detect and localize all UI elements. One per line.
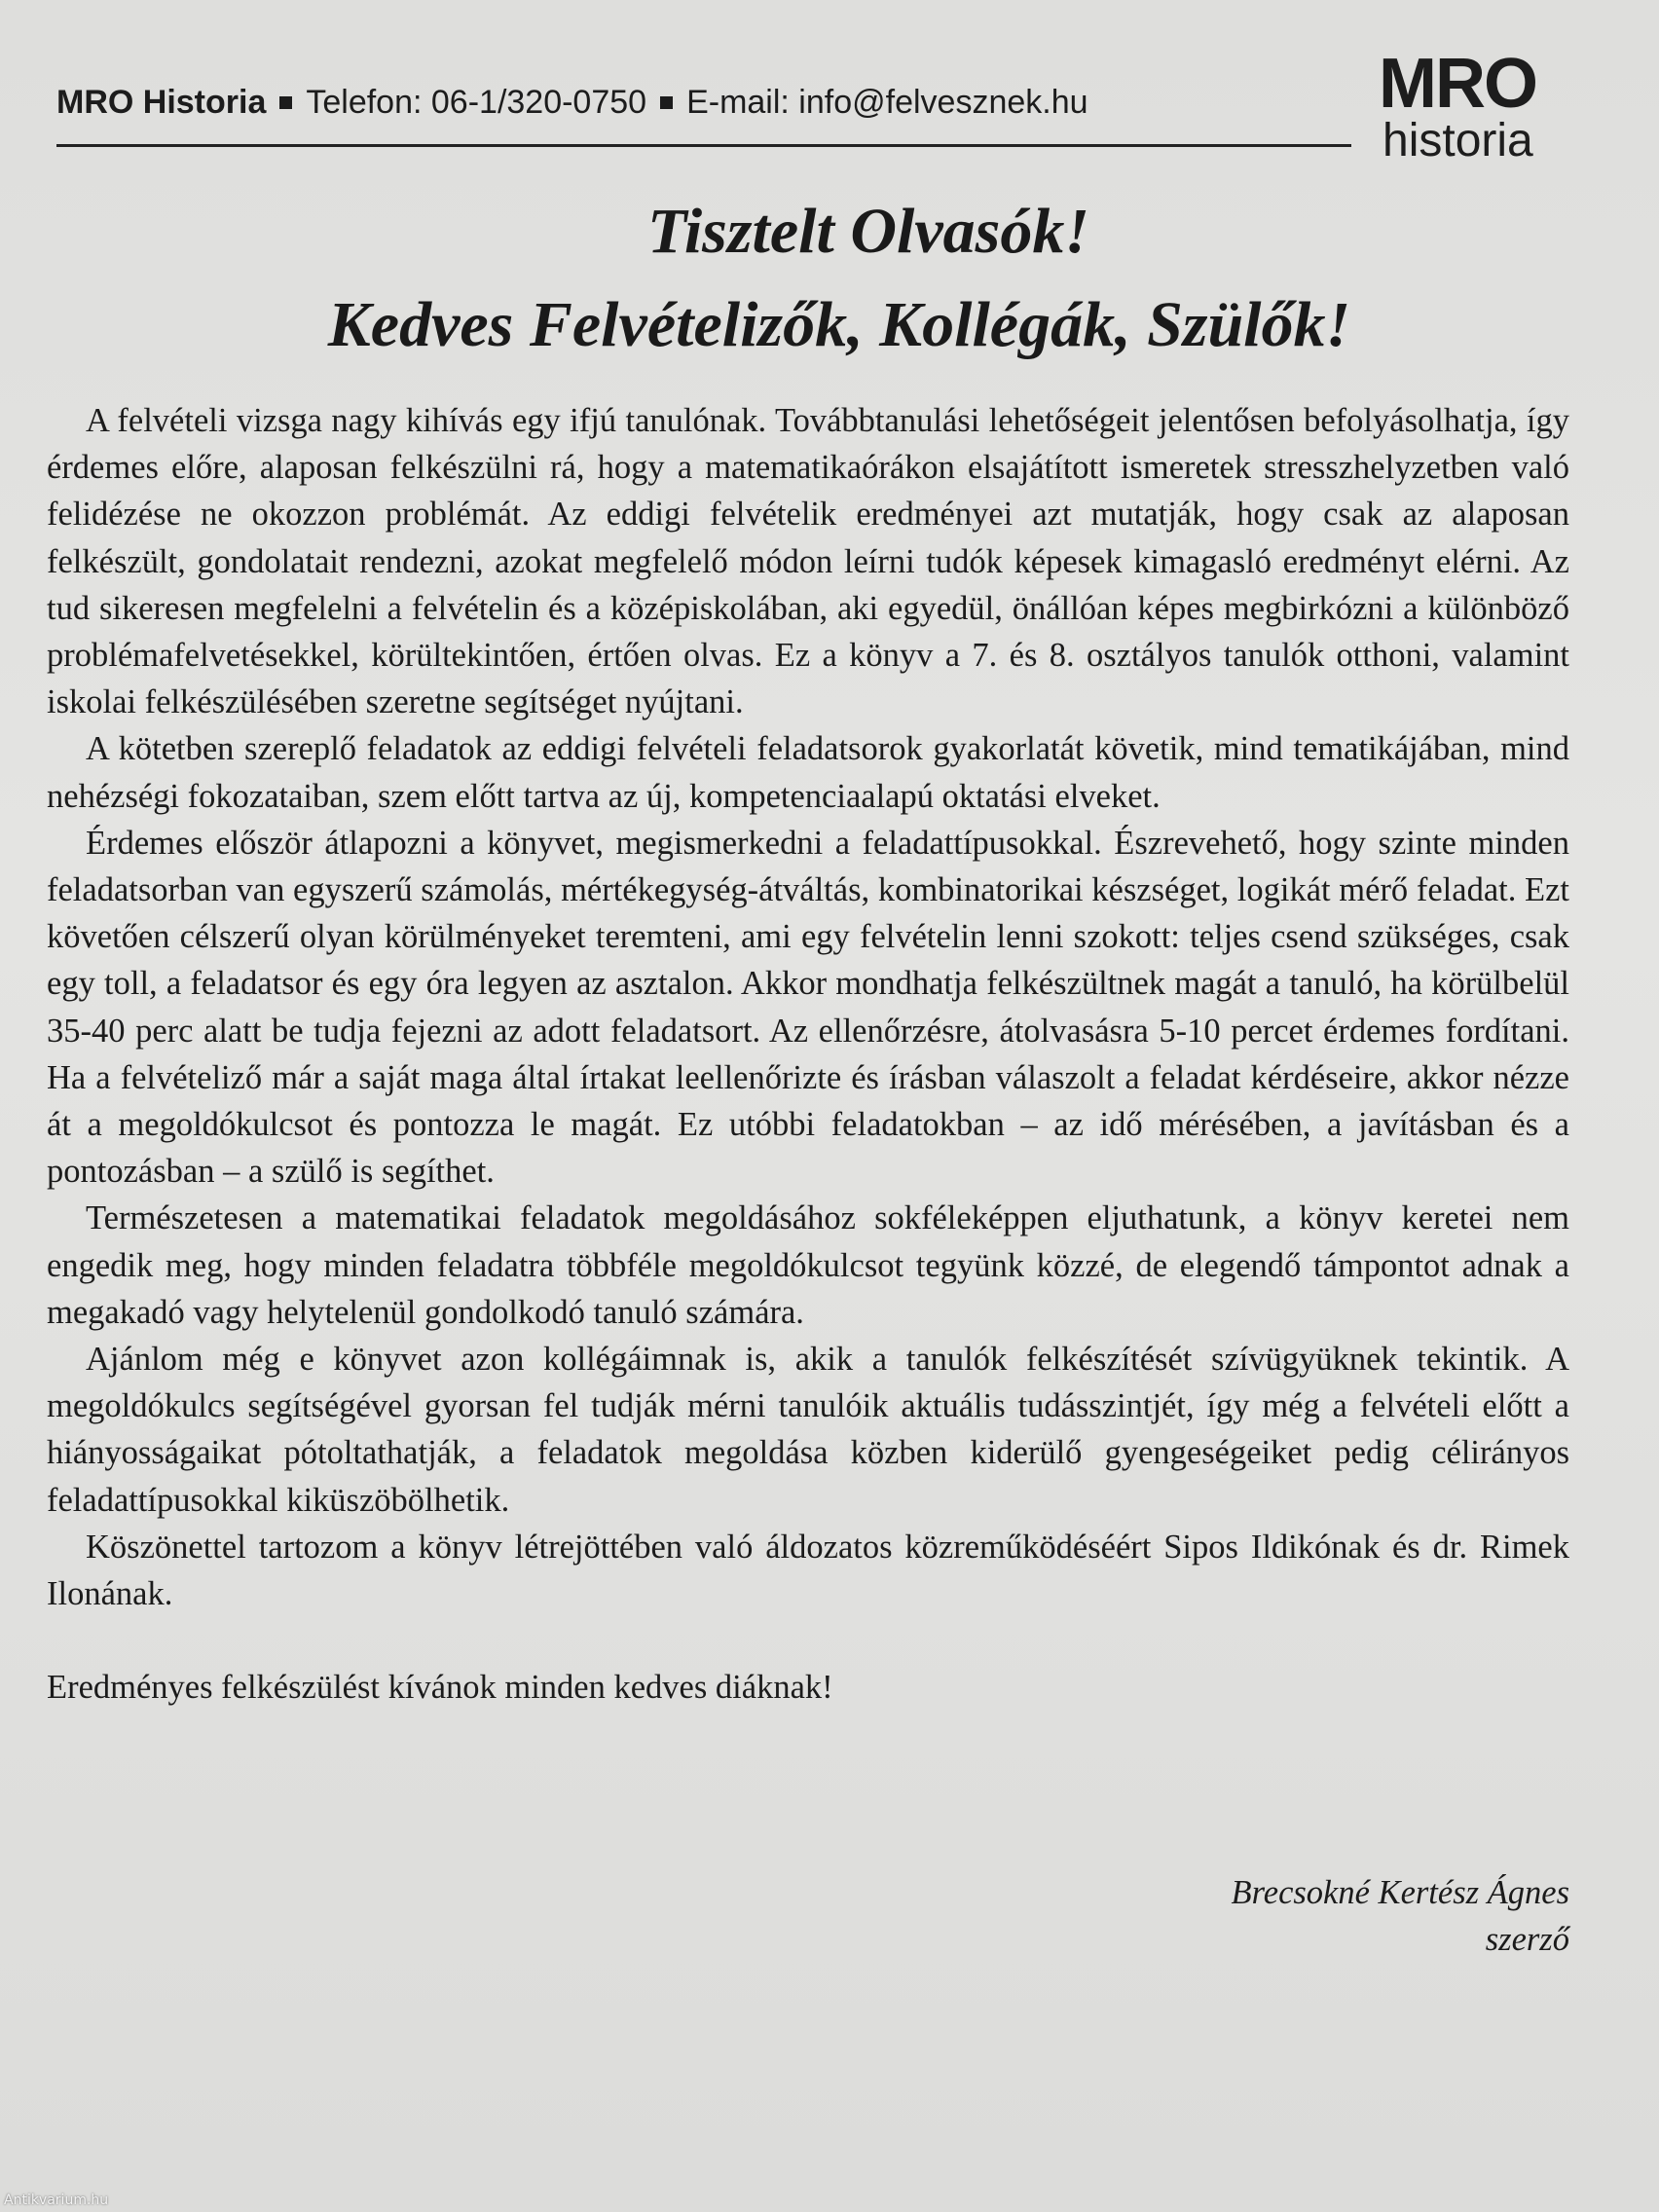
header-email: E-mail: info@felvesznek.hu: [686, 84, 1088, 121]
page-header: [56, 84, 1371, 162]
bullet-icon: [279, 96, 292, 109]
page-title-block: [0, 185, 1659, 372]
body-text: [47, 397, 1569, 1711]
bullet-icon: [660, 96, 673, 109]
logo-subtitle: historia: [1382, 115, 1533, 166]
closing-line: Eredményes felkészülést kívánok minden kedves diáknak!: [47, 1669, 833, 1707]
paragraph: Természetesen a matematikai feladatok megoldásához sokféleképpen eljuthatunk, a könyv keretei nem engedik meg, hogy minden feladatra többféle megoldókulcsot tegyünk közzé, de elegendő támpontot adnak a megakadó vagy helytelenül gondolkodó tanuló számára.: [47, 1199, 1569, 1331]
page-title-line-2: Kedves Felvételizők, Kollégák, Szülők!: [327, 289, 1351, 360]
author-role: szerző: [1485, 1921, 1569, 1958]
paragraph: A kötetben szereplő feladatok az eddigi felvételi feladatsorok gyakorlatát követik, mind tematikájában, mind nehézségi fokozataiban, szem előtt tartva az új, kompetenciaalapú oktatási elveket.: [47, 730, 1569, 815]
paragraph: A felvételi vizsga nagy kihívás egy ifjú tanulónak. Továbbtanulási lehetőségeit jelentősen befolyásolhatja, így érdemes előre, alaposan felkészülni rá, hogy a matematikaórákon elsajátított ismeretek stresszhelyzetben való felidézése ne okozzon problémát. Az eddigi felvételik eredményei azt mutatják, hogy csak az alaposan felkészült, gondolatait rendezni, azokat megfelelő módon leírni tudók képesek kimagasló eredményt elérni. Az tud sikeresen megfelelni a felvételin és a középiskolában, aki egyedül, önállóan képes megbirkózni a különböző problémafelvetésekkel, körültekintően, értően olvas. Ez a könyv a 7. és 8. osztályos tanulók otthoni, valamint iskolai felkészülésében szeretne segítséget nyújtani.: [47, 402, 1569, 721]
author-name: Brecsokné Kertész Ágnes: [1231, 1874, 1569, 1911]
page-title-line-1: Tisztelt Olvasók!: [646, 196, 1090, 267]
paragraph: Ajánlom még e könyvet azon kollégáimnak is, akik a tanulók felkészítését szívügyüknek tekintik. A megoldókulcs segítségével gyorsan fel tudják mérni tanulóik aktuális tudásszintjét, így még a felvételi előtt a hiányosságaikat pótoltathatják, a feladatok megoldása közben kiderülő gyengeségeiket pedig célirányos feladattípusokkal kiküszöbölhetik.: [47, 1341, 1569, 1519]
header-contact-line: [56, 84, 1088, 122]
signature-block: [1232, 1869, 1569, 1963]
header-phone: Telefon: 06-1/320-0750: [306, 84, 647, 121]
publisher-logo: [1373, 45, 1567, 166]
spacer: [47, 1617, 1569, 1664]
paragraph: Érdemes először átlapozni a könyvet, megismerkedni a feladattípusokkal. Észrevehető, hogy szinte minden feladatsorban van egyszerű számolás, mértékegység-átváltás, kombinatorikai készséget, logikát mérő feladat. Ezt követően célszerű olyan körülményeket teremteni, ami egy felvételin lenni szokott: teljes csend szükséges, csak egy toll, a feladatsor és egy óra legyen az asztalon. Akkor mondhatja felkészültnek magát a tanuló, ha körülbelül 35-40 perc alatt be tudja fejezni az adott feladatsort. Az ellenőrzésre, átolvasásra 5-10 percet érdemes fordítani. Ha a felvételiző már a saját maga által írtakat leellenőrizte és írásban válaszolt a feladat kérdéseire, akkor nézze át a megoldókulcsot és pontozza le magát. Ez utóbbi feladatokban – az idő mérésében, a javításban és a pontozásban – a szülő is segíthet.: [47, 824, 1569, 1191]
watermark: Antikvarium.hu: [4, 2193, 109, 2208]
logo-mark: MRO: [1379, 45, 1536, 123]
header-divider: [56, 144, 1351, 147]
paragraph: Köszönettel tartozom a könyv létrejöttében való áldozatos közreműködéséért Sipos Ildikónak és dr. Rimek Ilonának.: [47, 1528, 1569, 1613]
header-brand: MRO Historia: [56, 84, 267, 121]
